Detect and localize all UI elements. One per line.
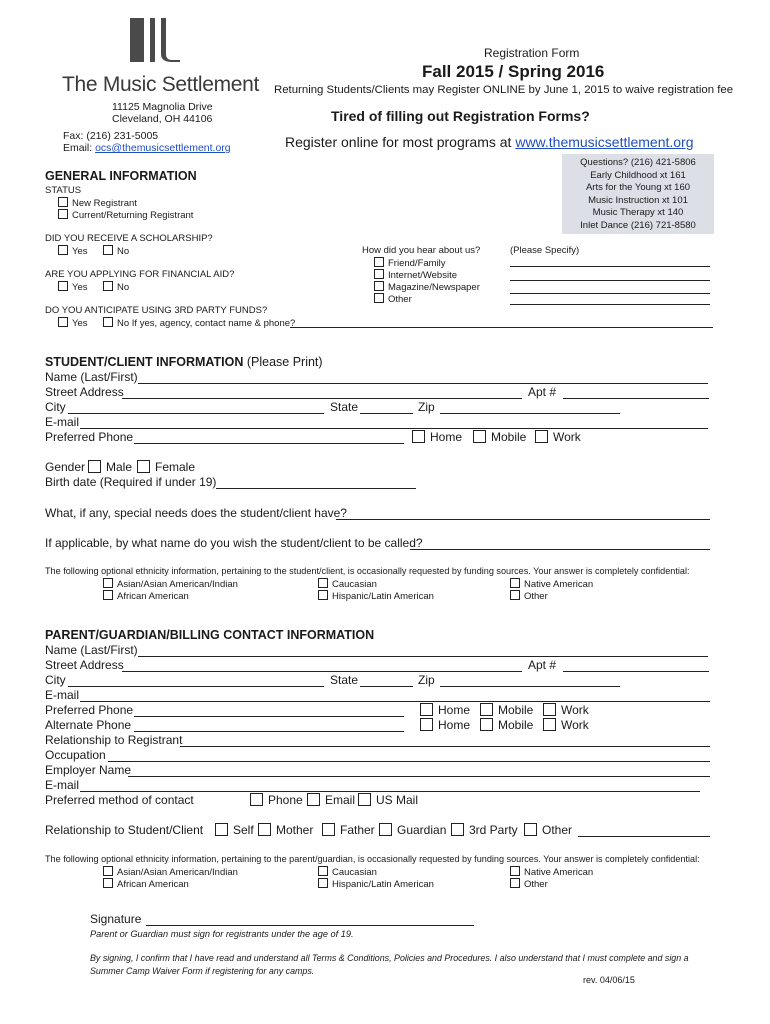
employer-input[interactable]	[128, 776, 710, 777]
african-label: African American	[117, 879, 189, 890]
general-title: GENERAL INFORMATION	[45, 169, 197, 183]
friend-label: Friend/Family	[388, 258, 446, 269]
work-label: Work	[561, 718, 589, 732]
email-label: Email:	[63, 142, 96, 154]
parent-pref-phone-input[interactable]	[134, 716, 404, 717]
parent-email2-input[interactable]	[80, 791, 700, 792]
status-label: STATUS	[45, 185, 82, 196]
student-eth-other[interactable]	[510, 590, 548, 602]
parent-city-input[interactable]	[68, 686, 324, 687]
student-phone-work[interactable]	[535, 430, 581, 444]
internet-label: Internet/Website	[388, 270, 458, 281]
parent-alt-home-checkbox[interactable]	[420, 718, 433, 731]
parent-native-checkbox[interactable]	[510, 866, 520, 876]
internet-checkbox[interactable]	[374, 269, 384, 279]
contact-phone-checkbox[interactable]	[250, 793, 263, 806]
consent-line1: By signing, I confirm that I have read and understand all Terms & Conditions, Policies and Procedures. I also understand that I must complete and sign a	[90, 953, 689, 963]
questions-line1: Questions? (216) 421-5806	[580, 157, 696, 168]
student-street-input[interactable]	[122, 398, 522, 399]
employer-label: Employer Name	[45, 763, 132, 777]
parent-eth-asian[interactable]	[103, 866, 238, 878]
parent-street-label: Street Address	[45, 658, 124, 672]
asian-label: Asian/Asian American/Indian	[117, 867, 238, 878]
scholarship-no-checkbox[interactable]	[103, 245, 113, 255]
student-state-label: State	[330, 400, 359, 414]
rel-student-label: Relationship to Student/Client	[45, 823, 204, 837]
student-zip-label: Zip	[418, 400, 435, 414]
email-line	[63, 142, 231, 154]
current-registrant-checkbox[interactable]	[58, 209, 68, 219]
special-needs-input[interactable]	[336, 519, 710, 520]
hispanic-label: Hispanic/Latin American	[332, 879, 434, 890]
rel-father[interactable]	[322, 823, 375, 837]
mother-label: Mother	[276, 823, 314, 837]
parent-pref-mobile[interactable]	[480, 703, 533, 717]
student-name-label: Name (Last/First)	[45, 370, 138, 384]
student-eth-african[interactable]	[103, 590, 189, 602]
third-party-question: DO YOU ANTICIPATE USING 3RD PARTY FUNDS?	[45, 305, 268, 316]
specify-label: (Please Specify)	[510, 245, 580, 256]
student-phone-home[interactable]	[412, 430, 462, 444]
no-label: No	[117, 246, 130, 257]
questions-line3: Arts for the Young xt 160	[585, 182, 691, 193]
returning-note: Returning Students/Clients may Register ONLINE by June 1, 2015 to waive registration fee	[274, 84, 734, 96]
student-email-label: E-mail	[45, 415, 80, 429]
email-link[interactable]: ocs@themusicsettlement.org	[95, 142, 231, 154]
revision-date: rev. 04/06/15	[583, 975, 635, 985]
third-party-no-checkbox[interactable]	[103, 317, 113, 327]
hear-internet[interactable]	[374, 269, 457, 281]
financial-no[interactable]	[103, 281, 129, 293]
signature-input[interactable]	[146, 925, 474, 926]
home-label: Home	[430, 430, 463, 444]
mother-checkbox[interactable]	[258, 823, 271, 836]
gender-female[interactable]	[137, 460, 195, 474]
consent-line2: Summer Camp Waiver Form if registering for any camps.	[90, 966, 315, 976]
email-opt-label: Email	[325, 793, 356, 807]
rel-other-label: Other	[542, 823, 573, 837]
student-street-label: Street Address	[45, 385, 124, 399]
season-title: Fall 2015 / Spring 2016	[422, 62, 605, 81]
student-apt-input[interactable]	[563, 398, 709, 399]
gender-male[interactable]	[88, 460, 132, 474]
phone-label: Phone	[268, 793, 303, 807]
parent-alt-home[interactable]	[420, 718, 470, 732]
student-eth-asian[interactable]	[103, 578, 238, 590]
contact-mail[interactable]	[358, 793, 418, 807]
hear-friend[interactable]	[374, 257, 446, 269]
rel-other-checkbox[interactable]	[524, 823, 537, 836]
form-label: Registration Form	[484, 46, 580, 60]
student-caucasian-checkbox[interactable]	[318, 578, 328, 588]
called-label: If applicable, by what name do you wish the student/client to be called?	[45, 536, 423, 550]
hear-magazine[interactable]	[374, 281, 480, 293]
student-phone-label: Preferred Phone	[45, 430, 134, 444]
parent-eth-native[interactable]	[510, 866, 593, 878]
parent-pref-work[interactable]	[543, 703, 589, 717]
parent-eth-hispanic[interactable]	[318, 878, 434, 890]
caucasian-label: Caucasian	[332, 579, 377, 590]
specify-line-2[interactable]	[510, 280, 710, 281]
birth-input[interactable]	[216, 488, 416, 489]
work-label: Work	[553, 430, 581, 444]
parent-african-checkbox[interactable]	[103, 878, 113, 888]
other-label: Other	[388, 294, 412, 305]
address-line2: Cleveland, OH 44106	[112, 113, 213, 125]
scholarship-yes-checkbox[interactable]	[58, 245, 68, 255]
register-online-text: Register online for most programs at	[285, 134, 516, 150]
contact-email[interactable]	[307, 793, 355, 807]
eth-other-label: Other	[524, 879, 548, 890]
parent-pref-mobile-checkbox[interactable]	[480, 703, 493, 716]
yes-label: Yes	[72, 282, 88, 293]
questions-line4: Music Instruction xt 101	[588, 195, 688, 206]
caucasian-label: Caucasian	[332, 867, 377, 878]
self-checkbox[interactable]	[215, 823, 228, 836]
yes-label: Yes	[72, 246, 88, 257]
parent-eth-african[interactable]	[103, 878, 189, 890]
register-online-line	[285, 134, 694, 150]
questions-box	[562, 154, 714, 234]
tired-heading: Tired of filling out Registration Forms?	[331, 108, 590, 124]
magazine-label: Magazine/Newspaper	[388, 282, 480, 293]
parent-alt-mobile-checkbox[interactable]	[480, 718, 493, 731]
parent-email-label: E-mail	[45, 688, 80, 702]
relationship-registrant-input[interactable]	[180, 746, 710, 747]
parent-apt-label: Apt #	[528, 658, 557, 672]
student-ethnicity-note: The following optional ethnicity information, pertaining to the student/client, is occasionally requested by funding sources. Your answer is completely confidential:	[45, 566, 690, 576]
no-label: No	[117, 282, 130, 293]
magazine-checkbox[interactable]	[374, 281, 384, 291]
parent-pref-work-checkbox[interactable]	[543, 703, 556, 716]
asian-label: Asian/Asian American/Indian	[117, 579, 238, 590]
student-eth-native[interactable]	[510, 578, 593, 590]
questions-line2: Early Childhood xt 161	[590, 170, 686, 181]
birth-label: Birth date (Required if under 19)	[45, 475, 217, 489]
guardian-checkbox[interactable]	[379, 823, 392, 836]
guardian-label: Guardian	[397, 823, 447, 837]
occupation-label: Occupation	[45, 748, 106, 762]
student-city-label: City	[45, 400, 66, 414]
friend-checkbox[interactable]	[374, 257, 384, 267]
student-native-checkbox[interactable]	[510, 578, 520, 588]
third-party-yes[interactable]	[58, 317, 88, 329]
fax: Fax: (216) 231-5005	[63, 130, 159, 142]
agency-label: No If yes, agency, contact name & phone?	[117, 318, 296, 329]
contact-phone[interactable]	[250, 793, 303, 807]
parent-alt-work[interactable]	[543, 718, 589, 732]
third-party-checkbox[interactable]	[451, 823, 464, 836]
financial-yes-checkbox[interactable]	[58, 281, 68, 291]
parent-apt-input[interactable]	[563, 671, 709, 672]
rel-other[interactable]	[524, 823, 572, 837]
signature-note: Parent or Guardian must sign for registrants under the age of 19.	[90, 929, 354, 939]
parent-pref-phone-label: Preferred Phone	[45, 703, 134, 717]
parent-alt-phone-label: Alternate Phone	[45, 718, 132, 732]
specify-line-4[interactable]	[510, 304, 710, 305]
parent-zip-label: Zip	[418, 673, 435, 687]
student-african-checkbox[interactable]	[103, 590, 113, 600]
student-phone-mobile[interactable]	[473, 430, 526, 444]
parent-name-label: Name (Last/First)	[45, 643, 138, 657]
hispanic-label: Hispanic/Latin American	[332, 591, 434, 602]
parent-pref-home-checkbox[interactable]	[420, 703, 433, 716]
student-eth-caucasian[interactable]	[318, 578, 377, 590]
mail-label: US Mail	[376, 793, 419, 807]
yes-label: Yes	[72, 318, 88, 329]
other-checkbox[interactable]	[374, 293, 384, 303]
occupation-input[interactable]	[108, 761, 710, 762]
african-label: African American	[117, 591, 189, 602]
father-checkbox[interactable]	[322, 823, 335, 836]
music-settlement-logo	[128, 16, 188, 66]
financial-yes[interactable]	[58, 281, 88, 293]
parent-email2-label: E-mail	[45, 778, 80, 792]
parent-alt-work-checkbox[interactable]	[543, 718, 556, 731]
native-label: Native American	[524, 579, 594, 590]
new-registrant-option[interactable]	[58, 197, 137, 209]
self-label: Self	[233, 823, 254, 837]
third-party-label: 3rd Party	[469, 823, 518, 837]
male-label: Male	[106, 460, 133, 474]
work-label: Work	[561, 703, 589, 717]
hear-question: How did you hear about us?	[362, 245, 481, 256]
parent-eth-other[interactable]	[510, 878, 548, 890]
address-line1: 11125 Magnolia Drive	[112, 101, 213, 113]
student-eth-hispanic[interactable]	[318, 590, 434, 602]
eth-other-label: Other	[524, 591, 548, 602]
questions-line5: Music Therapy xt 140	[592, 207, 684, 218]
current-registrant-option[interactable]	[58, 209, 193, 221]
parent-zip-input[interactable]	[440, 686, 620, 687]
student-zip-input[interactable]	[440, 413, 620, 414]
hear-other[interactable]	[374, 293, 412, 305]
rel-other-input[interactable]	[578, 836, 710, 837]
signature-label: Signature	[90, 912, 142, 926]
parent-city-label: City	[45, 673, 66, 687]
parent-asian-checkbox[interactable]	[103, 866, 113, 876]
new-registrant-label: New Registrant	[72, 198, 137, 209]
student-state-input[interactable]	[360, 413, 413, 414]
student-city-input[interactable]	[68, 413, 324, 414]
parent-state-input[interactable]	[360, 686, 413, 687]
questions-line6: Inlet Dance (216) 721-8580	[580, 220, 696, 231]
contact-mail-checkbox[interactable]	[358, 793, 371, 806]
student-title-note: (Please Print)	[243, 355, 323, 369]
parent-caucasian-checkbox[interactable]	[318, 866, 328, 876]
parent-email-input[interactable]	[80, 701, 710, 702]
rel-mother[interactable]	[258, 823, 313, 837]
mobile-label: Mobile	[491, 430, 527, 444]
student-phone-input[interactable]	[134, 443, 404, 444]
parent-pref-home[interactable]	[420, 703, 470, 717]
parent-eth-other-checkbox[interactable]	[510, 878, 520, 888]
native-label: Native American	[524, 867, 594, 878]
home-label: Home	[438, 703, 471, 717]
current-registrant-label: Current/Returning Registrant	[72, 210, 194, 221]
scholarship-yes[interactable]	[58, 245, 88, 257]
parent-alt-phone-input[interactable]	[134, 731, 404, 732]
parent-hispanic-checkbox[interactable]	[318, 878, 328, 888]
third-party-yes-checkbox[interactable]	[58, 317, 68, 327]
third-party-no[interactable]	[103, 317, 295, 329]
mobile-label: Mobile	[498, 703, 534, 717]
agency-input-line[interactable]	[290, 327, 713, 328]
home-label: Home	[438, 718, 471, 732]
student-name-input[interactable]	[138, 383, 708, 384]
female-label: Female	[155, 460, 196, 474]
parent-state-label: State	[330, 673, 359, 687]
student-email-input[interactable]	[80, 428, 708, 429]
male-checkbox[interactable]	[88, 460, 101, 473]
parent-alt-mobile[interactable]	[480, 718, 533, 732]
student-mobile-checkbox[interactable]	[473, 430, 486, 443]
student-work-checkbox[interactable]	[535, 430, 548, 443]
parent-street-input[interactable]	[122, 671, 522, 672]
female-checkbox[interactable]	[137, 460, 150, 473]
student-title	[45, 355, 323, 369]
parent-ethnicity-note: The following optional ethnicity information, pertaining to the parent/guardian, is occasionally requested by funding sources. Your answer is completely confidential:	[45, 854, 700, 864]
contact-email-checkbox[interactable]	[307, 793, 320, 806]
org-name: The Music Settlement	[62, 73, 260, 96]
student-eth-other-checkbox[interactable]	[510, 590, 520, 600]
parent-eth-caucasian[interactable]	[318, 866, 377, 878]
financial-aid-question: ARE YOU APPLYING FOR FINANCIAL AID?	[45, 269, 235, 280]
specify-line-1[interactable]	[510, 266, 710, 267]
scholarship-question: DID YOU RECEIVE A SCHOLARSHIP?	[45, 233, 213, 244]
special-needs-label: What, if any, special needs does the student/client have?	[45, 506, 347, 520]
student-apt-label: Apt #	[528, 385, 557, 399]
father-label: Father	[340, 823, 375, 837]
rel-third-party[interactable]	[451, 823, 518, 837]
parent-name-input[interactable]	[138, 656, 708, 657]
parent-title: PARENT/GUARDIAN/BILLING CONTACT INFORMATION	[45, 628, 375, 642]
student-asian-checkbox[interactable]	[103, 578, 113, 588]
student-title-text: STUDENT/CLIENT INFORMATION	[45, 355, 244, 369]
financial-no-checkbox[interactable]	[103, 281, 113, 291]
new-registrant-checkbox[interactable]	[58, 197, 68, 207]
pref-contact-label: Preferred method of contact	[45, 793, 194, 807]
rel-guardian[interactable]	[379, 823, 446, 837]
student-hispanic-checkbox[interactable]	[318, 590, 328, 600]
specify-line-3[interactable]	[510, 293, 710, 294]
relationship-registrant-label: Relationship to Registrant	[45, 733, 183, 747]
gender-label: Gender	[45, 460, 86, 474]
called-input[interactable]	[410, 549, 710, 550]
student-home-checkbox[interactable]	[412, 430, 425, 443]
rel-self[interactable]	[215, 823, 254, 837]
mobile-label: Mobile	[498, 718, 534, 732]
scholarship-no[interactable]	[103, 245, 129, 257]
website-link[interactable]: www.themusicsettlement.org	[515, 134, 694, 150]
